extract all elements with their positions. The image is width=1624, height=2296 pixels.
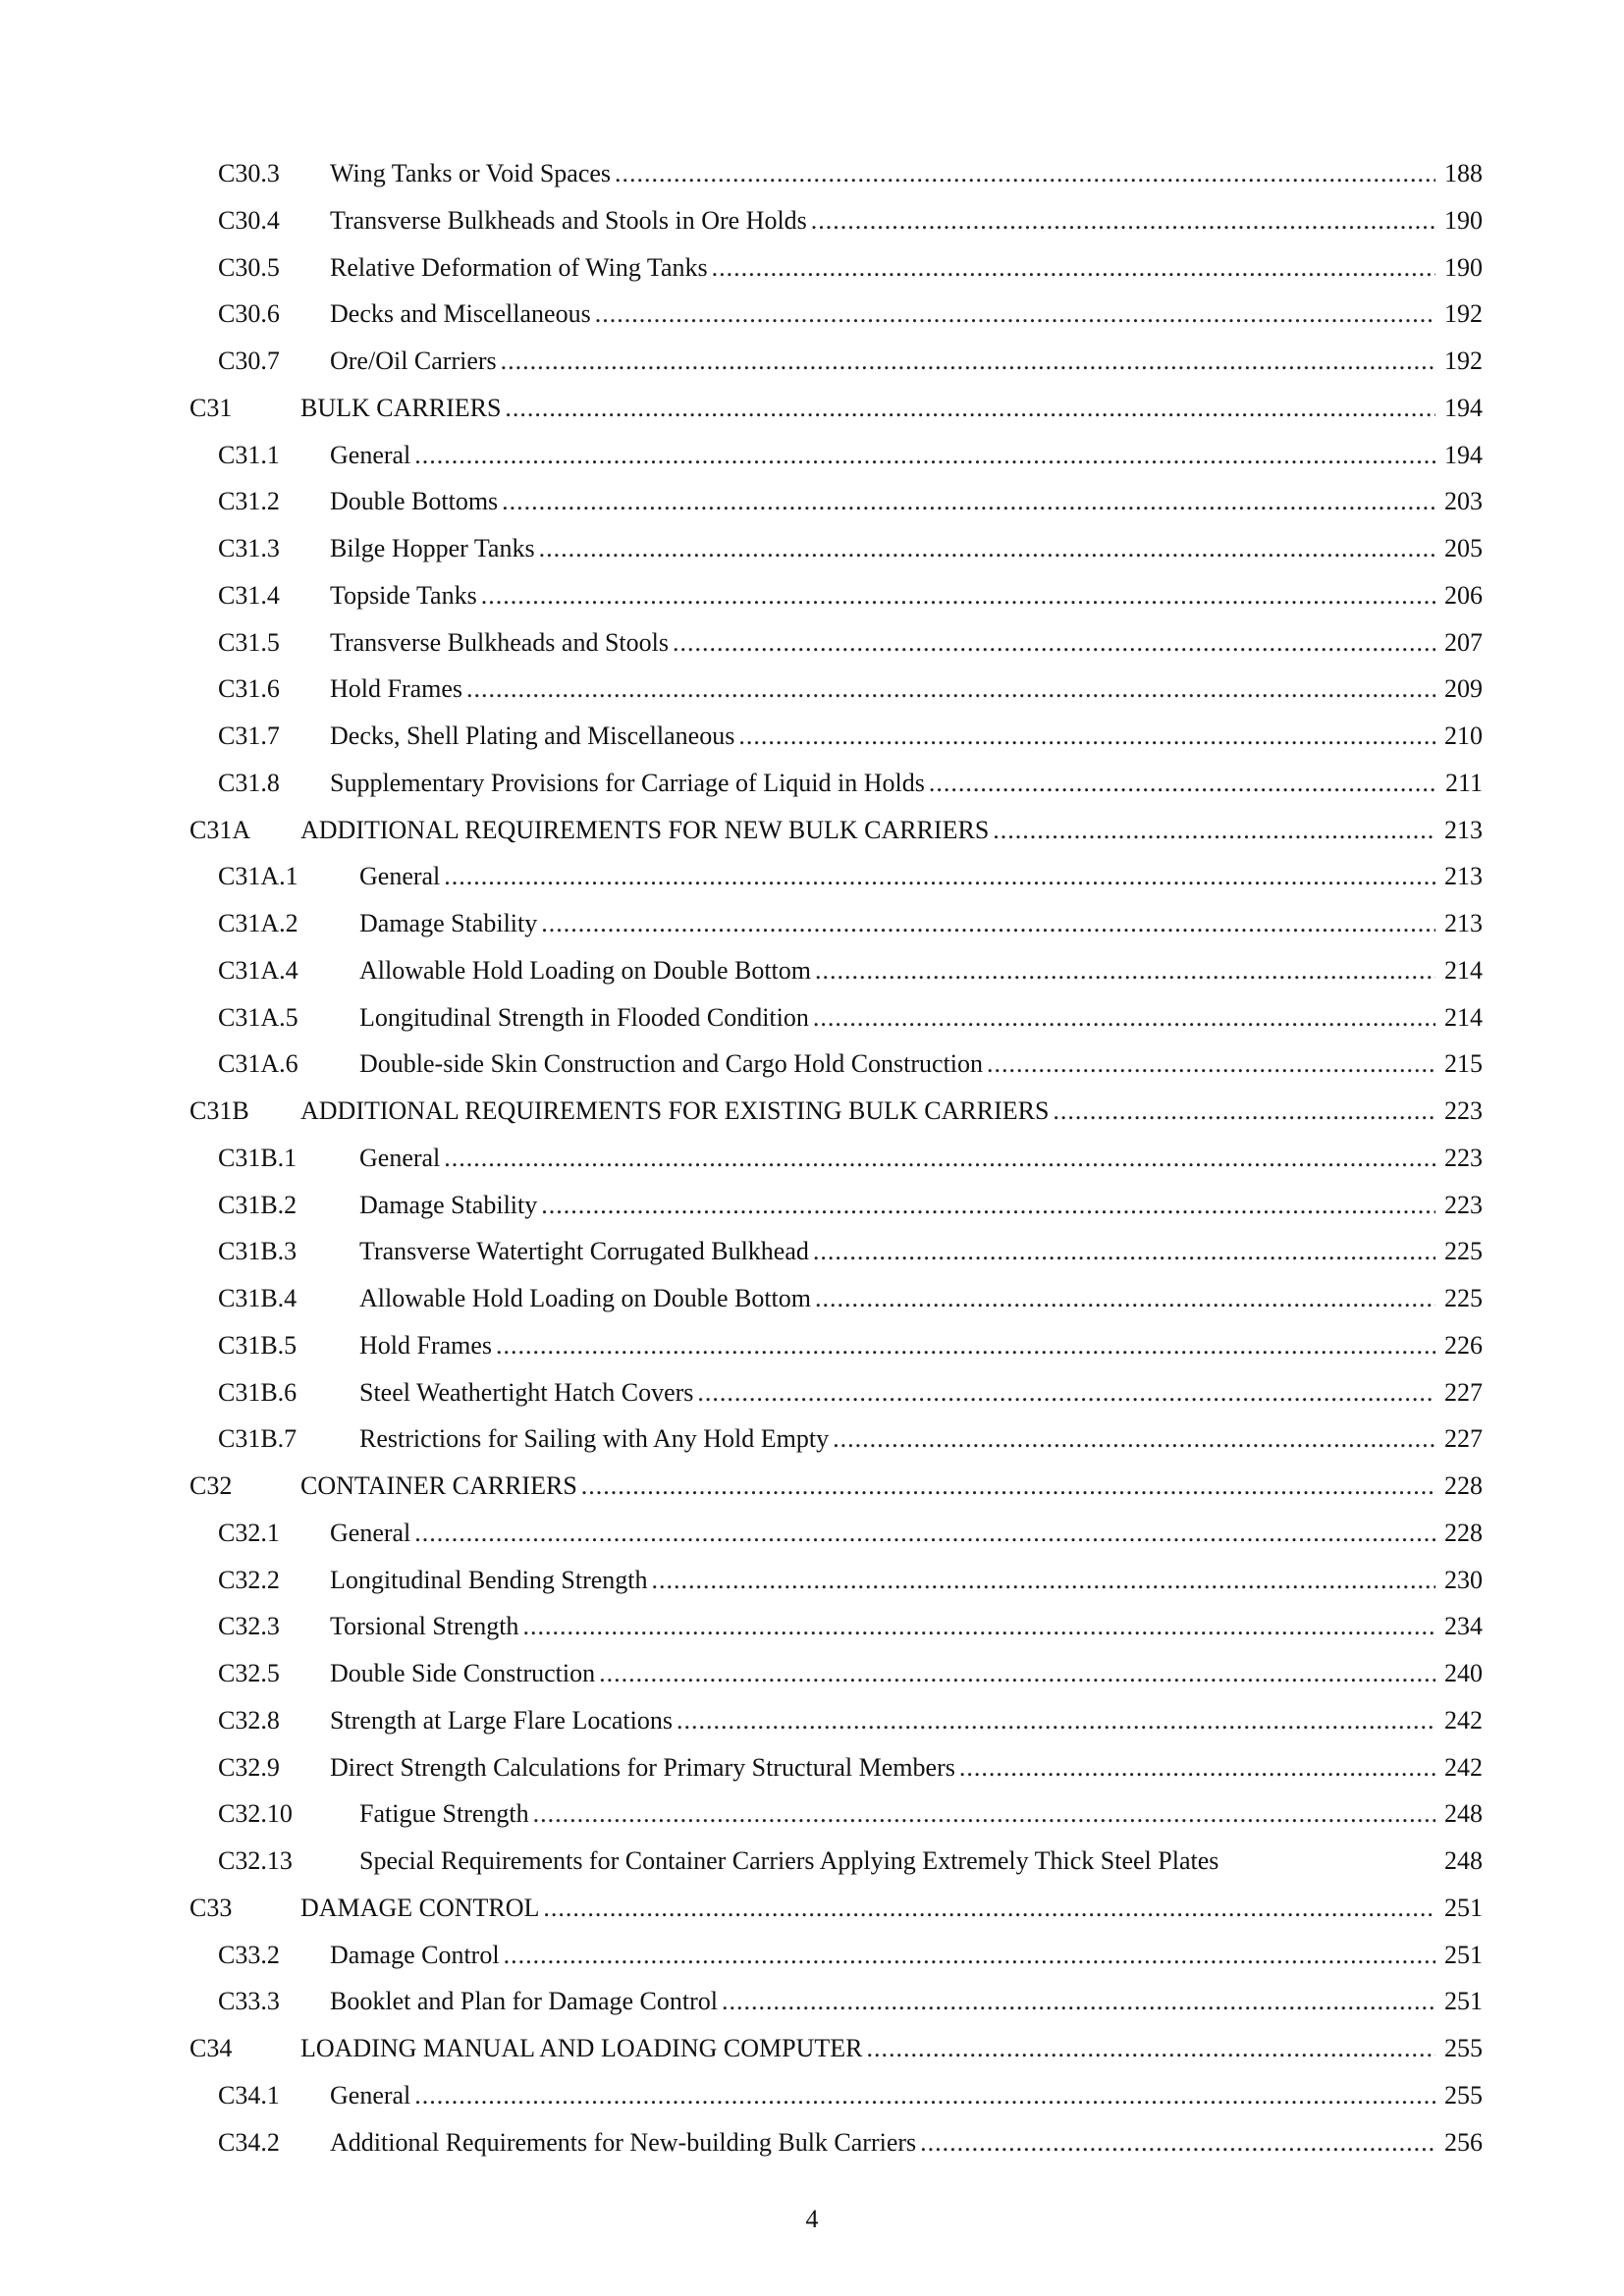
toc-entry-title: Supplementary Provisions for Carriage of Liquid in Holds: [330, 760, 929, 807]
toc-entry-page: 251: [1444, 1893, 1483, 1922]
dot-leader: [833, 1415, 1435, 1463]
toc-entry-title-line: [300, 2025, 1435, 2072]
toc-entry[interactable]: [0, 338, 1624, 385]
dot-leader: [813, 1228, 1435, 1275]
dot-leader: [444, 853, 1435, 900]
toc-entry[interactable]: [0, 1182, 1624, 1229]
dot-leader: [466, 666, 1435, 713]
toc-entry-page: 206: [1444, 580, 1483, 610]
toc-entry[interactable]: [0, 619, 1624, 667]
toc-entry-page: 226: [1444, 1330, 1483, 1360]
toc-entry[interactable]: [0, 1744, 1624, 1791]
toc-entry-number: C31: [189, 393, 233, 422]
toc-entry-title-line: [300, 385, 1435, 432]
toc-entry-number: C32.3: [218, 1612, 280, 1641]
toc-entry-number: C30.7: [218, 347, 280, 375]
toc-entry[interactable]: [0, 760, 1624, 807]
table-of-contents: [0, 150, 1624, 2165]
toc-entry-page: 207: [1444, 627, 1483, 657]
toc-entry-number: C31A.4: [218, 955, 298, 985]
dot-leader: [712, 244, 1435, 292]
toc-entry-number: C32.5: [218, 1659, 280, 1687]
dot-leader: [533, 1790, 1435, 1838]
toc-entry-title-line: [330, 1557, 1435, 1604]
toc-entry[interactable]: [0, 525, 1624, 572]
toc-entry-title: Decks and Miscellaneous: [330, 291, 595, 338]
toc-entry-page: 194: [1444, 440, 1483, 469]
toc-entry-title: Booklet and Plan for Damage Control: [330, 1978, 722, 2025]
toc-entry[interactable]: [0, 1697, 1624, 1744]
toc-entry[interactable]: [0, 900, 1624, 947]
dot-leader: [673, 619, 1435, 667]
toc-entry-page: 209: [1444, 674, 1483, 704]
toc-entry-title: Longitudinal Bending Strength: [330, 1557, 652, 1604]
toc-entry-page: 190: [1444, 205, 1483, 235]
toc-entry-title-line: [359, 1415, 1435, 1463]
toc-entry-title-line: [330, 572, 1435, 619]
dot-leader: [993, 807, 1435, 854]
toc-entry[interactable]: [0, 1603, 1624, 1650]
toc-entry-page: 227: [1444, 1424, 1483, 1454]
toc-entry-number: C32.8: [218, 1705, 280, 1735]
toc-entry[interactable]: [0, 1978, 1624, 2025]
dot-leader: [541, 900, 1435, 947]
dot-leader: [539, 525, 1435, 572]
toc-entry-title: Damage Control: [330, 1932, 504, 1979]
toc-entry[interactable]: [0, 432, 1624, 479]
dot-leader: [652, 1557, 1435, 1604]
toc-entry-number: C32.1: [218, 1518, 280, 1547]
toc-entry[interactable]: [0, 572, 1624, 619]
toc-entry-title-line: [359, 1369, 1435, 1416]
toc-entry-title-line: [359, 1322, 1435, 1369]
toc-entry-title-line: [330, 713, 1435, 760]
toc-entry-title-line: [359, 1041, 1435, 1088]
dot-leader: [866, 2025, 1435, 2072]
toc-entry[interactable]: [0, 2072, 1624, 2119]
toc-entry-page: 211: [1444, 768, 1483, 797]
toc-entry-page: 194: [1444, 393, 1483, 422]
toc-entry-number: C31.3: [218, 534, 280, 562]
toc-entry[interactable]: [0, 2025, 1624, 2072]
toc-entry-number: C32.10: [218, 1799, 293, 1829]
toc-entry-number: C33.2: [218, 1940, 280, 1969]
toc-entry[interactable]: [0, 291, 1624, 338]
toc-entry-number: C31.6: [218, 674, 280, 704]
toc-entry-title: Double-side Skin Construction and Cargo Hold Construction: [359, 1041, 987, 1088]
toc-entry-page: 205: [1444, 534, 1483, 562]
toc-entry-number: C31B.7: [218, 1424, 298, 1454]
toc-entry-title: CONTAINER CARRIERS: [300, 1463, 581, 1510]
toc-entry-number: C32: [189, 1471, 233, 1500]
toc-entry[interactable]: [0, 478, 1624, 525]
toc-entry-page: 192: [1444, 347, 1483, 375]
toc-entry-number: C31A.5: [218, 1002, 298, 1032]
toc-entry-number: C31A: [189, 815, 251, 844]
toc-entry[interactable]: [0, 807, 1624, 854]
page-number: 4: [805, 2205, 819, 2233]
toc-entry-title: Allowable Hold Loading on Double Bottom: [359, 1275, 815, 1322]
toc-entry-title-line: [330, 2072, 1435, 2119]
toc-entry-title: Strength at Large Flare Locations: [330, 1697, 677, 1744]
toc-entry-title-line: [359, 1790, 1435, 1838]
toc-entry[interactable]: [0, 1885, 1624, 1932]
toc-entry-page: 223: [1444, 1190, 1483, 1219]
toc-entry-title: Allowable Hold Loading on Double Bottom: [359, 947, 815, 994]
toc-entry[interactable]: [0, 1790, 1624, 1838]
dot-leader: [738, 713, 1435, 760]
toc-entry-title-line: [330, 1932, 1435, 1979]
toc-entry-title: General: [330, 432, 414, 479]
toc-entry-title-line: [330, 2119, 1435, 2166]
toc-entry-title: DAMAGE CONTROL: [300, 1885, 543, 1932]
toc-entry-number: C31.1: [218, 440, 280, 469]
toc-entry-title-line: [330, 1978, 1435, 2025]
dot-leader: [496, 1322, 1435, 1369]
toc-entry-title-line: [330, 291, 1435, 338]
toc-entry-title: Topside Tanks: [330, 572, 481, 619]
toc-entry-title: Damage Stability: [359, 1182, 541, 1229]
toc-entry-title: Double Side Construction: [330, 1650, 599, 1697]
toc-entry-title-line: [330, 432, 1435, 479]
toc-entry[interactable]: [0, 244, 1624, 292]
toc-entry-title-line: [330, 150, 1435, 197]
dot-leader: [414, 432, 1435, 479]
toc-entry-title: Special Requirements for Container Carriers Applying Extremely Thick Steel Plates: [359, 1838, 1222, 1885]
toc-entry[interactable]: [0, 1650, 1624, 1697]
toc-entry-title: ADDITIONAL REQUIREMENTS FOR NEW BULK CARRIERS: [300, 807, 993, 854]
toc-entry-number: C31A.2: [218, 909, 298, 937]
toc-entry-page: 242: [1444, 1705, 1483, 1735]
toc-entry-title: General: [330, 2072, 414, 2119]
toc-entry-title: Double Bottoms: [330, 478, 502, 525]
toc-entry[interactable]: [0, 666, 1624, 713]
dot-leader: [504, 1932, 1435, 1979]
toc-entry-page: 225: [1444, 1284, 1483, 1312]
toc-entry-title: Torsional Strength: [330, 1603, 522, 1650]
toc-entry-title-line: [300, 1088, 1435, 1135]
toc-entry[interactable]: [0, 1463, 1624, 1510]
toc-entry-title: Bilge Hopper Tanks: [330, 525, 539, 572]
toc-entry-title-line: [330, 1650, 1435, 1697]
toc-entry-page: 255: [1444, 2080, 1483, 2109]
dot-leader: [929, 760, 1435, 807]
toc-entry-number: C31.4: [218, 580, 280, 610]
dot-leader: [811, 197, 1435, 244]
toc-entry-title: Fatigue Strength: [359, 1790, 533, 1838]
dot-leader: [541, 1182, 1435, 1229]
toc-entry-title-line: [330, 1744, 1435, 1791]
toc-entry-page: 256: [1444, 2127, 1483, 2157]
toc-entry[interactable]: [0, 1932, 1624, 1979]
toc-entry-number: C30.6: [218, 299, 280, 329]
toc-entry-title-line: [359, 900, 1435, 947]
toc-entry-title-line: [330, 525, 1435, 572]
toc-entry-number: C31B.6: [218, 1377, 298, 1407]
toc-entry-number: C31.7: [218, 721, 280, 750]
toc-entry-number: C31.8: [218, 768, 280, 797]
toc-entry-title: Longitudinal Strength in Flooded Condition: [359, 994, 813, 1041]
toc-entry-page: 251: [1444, 1940, 1483, 1969]
dot-leader: [481, 572, 1435, 619]
dot-leader: [543, 1885, 1435, 1932]
toc-entry-title: Hold Frames: [330, 666, 466, 713]
dot-leader: [505, 385, 1435, 432]
toc-entry-title-line: [330, 1603, 1435, 1650]
toc-entry-title-line: [359, 994, 1435, 1041]
toc-entry-title-line: [330, 338, 1435, 385]
toc-entry-number: C31A.1: [218, 862, 298, 891]
toc-entry-title: Restrictions for Sailing with Any Hold Empty: [359, 1415, 833, 1463]
toc-entry-number: C34.2: [218, 2127, 280, 2157]
dot-leader: [697, 1369, 1435, 1416]
toc-entry-title: Additional Requirements for New-building Bulk Carriers: [330, 2119, 920, 2166]
dot-leader: [815, 1275, 1435, 1322]
toc-entry-page: 210: [1444, 721, 1483, 750]
toc-entry-title-line: [300, 1463, 1435, 1510]
toc-entry-title: General: [359, 853, 444, 900]
dot-leader: [987, 1041, 1435, 1088]
toc-entry-page: 214: [1444, 955, 1483, 985]
toc-entry[interactable]: [0, 1510, 1624, 1557]
dot-leader: [501, 338, 1435, 385]
toc-entry-title: Hold Frames: [359, 1322, 496, 1369]
toc-entry[interactable]: [0, 1369, 1624, 1416]
dot-leader: [1053, 1088, 1435, 1135]
dot-leader: [502, 478, 1435, 525]
toc-entry-title-line: [330, 760, 1435, 807]
dot-leader: [444, 1135, 1435, 1182]
toc-entry-title-line: [359, 1275, 1435, 1322]
dot-leader: [414, 2072, 1435, 2119]
toc-entry-title-line: [330, 197, 1435, 244]
toc-entry-title-line: [330, 478, 1435, 525]
toc-entry[interactable]: [0, 947, 1624, 994]
dot-leader: [677, 1697, 1435, 1744]
toc-entry-page: 214: [1444, 1002, 1483, 1032]
toc-entry-number: C31B.2: [218, 1190, 298, 1219]
toc-entry-page: 192: [1444, 299, 1483, 329]
toc-entry-title-line: [330, 666, 1435, 713]
toc-entry-page: 223: [1444, 1143, 1483, 1172]
toc-entry-title: General: [359, 1135, 444, 1182]
toc-entry-title-line: [359, 947, 1435, 994]
toc-entry-page: 228: [1444, 1471, 1483, 1500]
toc-entry-number: C31B.4: [218, 1284, 298, 1312]
dot-leader: [522, 1603, 1435, 1650]
toc-entry-page: 255: [1444, 2034, 1483, 2062]
toc-entry-title: ADDITIONAL REQUIREMENTS FOR EXISTING BULK CARRIERS: [300, 1088, 1053, 1135]
toc-entry-number: C30.3: [218, 159, 280, 187]
toc-entry-number: C31B.3: [218, 1237, 298, 1266]
toc-entry-number: C30.4: [218, 205, 280, 235]
toc-entry[interactable]: [0, 1135, 1624, 1182]
toc-entry[interactable]: [0, 2119, 1624, 2166]
toc-entry-title-line: [359, 853, 1435, 900]
toc-entry-page: 227: [1444, 1377, 1483, 1407]
toc-entry-page: 213: [1444, 862, 1483, 891]
dot-leader: [414, 1510, 1435, 1557]
toc-entry-page: 203: [1444, 487, 1483, 516]
toc-entry-title: Relative Deformation of Wing Tanks: [330, 244, 712, 292]
dot-leader: [722, 1978, 1435, 2025]
toc-entry-page: 242: [1444, 1752, 1483, 1782]
dot-leader: [815, 947, 1435, 994]
toc-entry-title: Steel Weathertight Hatch Covers: [359, 1369, 697, 1416]
dot-leader: [959, 1744, 1435, 1791]
toc-entry-title-line: [330, 1697, 1435, 1744]
toc-entry[interactable]: [0, 713, 1624, 760]
toc-entry[interactable]: [0, 1415, 1624, 1463]
toc-entry-number: C31B.1: [218, 1143, 298, 1172]
dot-leader: [595, 291, 1435, 338]
toc-entry-page: 223: [1444, 1096, 1483, 1125]
dot-leader: [813, 994, 1435, 1041]
toc-entry-page: 234: [1444, 1612, 1483, 1641]
toc-entry[interactable]: [0, 1088, 1624, 1135]
toc-entry-title-line: [300, 807, 1435, 854]
toc-entry-page: 248: [1444, 1799, 1483, 1829]
toc-entry[interactable]: [0, 994, 1624, 1041]
toc-entry-title: Transverse Bulkheads and Stools: [330, 619, 673, 667]
dot-leader: [920, 2119, 1435, 2166]
toc-entry-page: 230: [1444, 1565, 1483, 1594]
dot-leader: [615, 150, 1435, 197]
toc-entry-number: C34.1: [218, 2080, 280, 2109]
toc-entry-number: C32.2: [218, 1565, 280, 1594]
toc-entry-page: 228: [1444, 1518, 1483, 1547]
toc-entry-number: C32.9: [218, 1752, 280, 1782]
toc-entry-number: C31B: [189, 1096, 249, 1125]
toc-entry-title: Wing Tanks or Void Spaces: [330, 150, 615, 197]
toc-entry[interactable]: [0, 197, 1624, 244]
toc-entry-number: C31.2: [218, 487, 280, 516]
toc-entry-title-line: [330, 244, 1435, 292]
toc-entry-number: C33.3: [218, 1987, 280, 2016]
toc-entry-title: Decks, Shell Plating and Miscellaneous: [330, 713, 738, 760]
toc-entry-title-line: [359, 1838, 1435, 1885]
toc-entry-page: 188: [1444, 159, 1483, 187]
toc-entry-title: Transverse Watertight Corrugated Bulkhead: [359, 1228, 813, 1275]
toc-entry-title: Ore/Oil Carriers: [330, 338, 501, 385]
toc-entry-title-line: [330, 1510, 1435, 1557]
toc-entry-number: C31B.5: [218, 1330, 298, 1360]
toc-entry[interactable]: [0, 1041, 1624, 1088]
toc-entry-title: Damage Stability: [359, 900, 541, 947]
toc-entry[interactable]: [0, 385, 1624, 432]
toc-entry-number: C33: [189, 1893, 233, 1922]
toc-entry[interactable]: [0, 1228, 1624, 1275]
toc-entry-title: General: [330, 1510, 414, 1557]
toc-entry-number: C31A.6: [218, 1049, 298, 1079]
toc-entry[interactable]: [0, 853, 1624, 900]
toc-entry-title-line: [359, 1135, 1435, 1182]
toc-entry[interactable]: [0, 1557, 1624, 1604]
toc-entry-page: 248: [1444, 1846, 1483, 1875]
toc-entry-page: 215: [1444, 1049, 1483, 1079]
toc-entry-title-line: [300, 1885, 1435, 1932]
dot-leader: [581, 1463, 1435, 1510]
toc-entry-number: C34: [189, 2034, 233, 2062]
dot-leader: [599, 1650, 1435, 1697]
toc-entry-title-line: [359, 1228, 1435, 1275]
toc-entry[interactable]: [0, 1322, 1624, 1369]
toc-entry-title: BULK CARRIERS: [300, 385, 505, 432]
toc-entry-number: C32.13: [218, 1846, 293, 1875]
toc-entry-title: LOADING MANUAL AND LOADING COMPUTER: [300, 2025, 866, 2072]
toc-entry-number: C31.5: [218, 627, 280, 657]
toc-entry-page: 213: [1444, 909, 1483, 937]
toc-entry-page: 225: [1444, 1237, 1483, 1266]
toc-entry[interactable]: [0, 1275, 1624, 1322]
toc-entry-title-line: [330, 619, 1435, 667]
toc-entry-title-line: [359, 1182, 1435, 1229]
toc-entry[interactable]: [0, 1838, 1624, 1885]
toc-entry-title: Direct Strength Calculations for Primary Structural Members: [330, 1744, 959, 1791]
toc-entry-page: 251: [1444, 1987, 1483, 2016]
toc-entry-page: 240: [1444, 1659, 1483, 1687]
toc-entry-page: 213: [1444, 815, 1483, 844]
toc-entry-number: C30.5: [218, 252, 280, 282]
toc-entry[interactable]: [0, 150, 1624, 197]
toc-entry-page: 190: [1444, 252, 1483, 282]
toc-entry-title: Transverse Bulkheads and Stools in Ore Holds: [330, 197, 811, 244]
